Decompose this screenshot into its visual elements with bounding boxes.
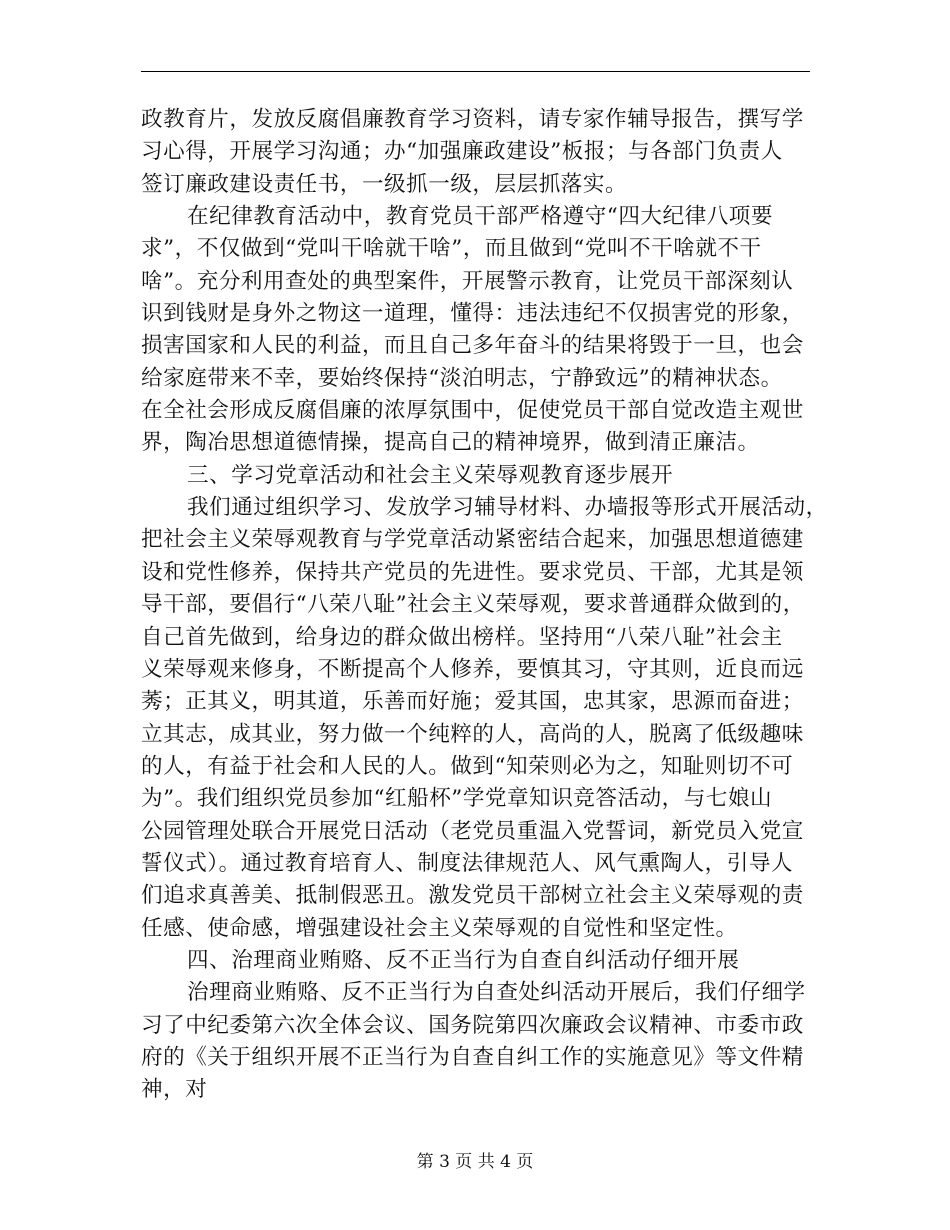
body-line: 识到钱财是身外之物这一道理，懂得：违法违纪不仅损害党的形象，	[141, 301, 804, 327]
body-line: 签订廉政建设责任书，一级抓一级，层层抓落实。	[141, 171, 628, 197]
body-line: 政教育片，发放反腐倡廉教育学习资料，请专家作辅导报告，撰写学	[141, 107, 804, 132]
body-line: 求”，不仅做到“党叫干啥就干啥”，而且做到“党叫不干啥就不干	[141, 236, 762, 262]
body-line: 在全社会形成反腐倡廉的浓厚氛围中，促使党员干部自觉改造主观世	[141, 398, 804, 424]
header-rule	[141, 71, 810, 72]
body-line: 啥”。充分利用查处的典型案件，开展警示教育，让党员干部深刻认	[141, 268, 794, 294]
section-heading: 四、治理商业贿赂、反不正当行为自查自纠活动仔细开展	[187, 947, 740, 973]
body-line: 的人，有益于社会和人民的人。做到“知荣则必为之，知耻则切不可	[141, 753, 794, 779]
body-line: 立其志，成其业，努力做一个纯粹的人，高尚的人，脱离了低级趣味	[141, 721, 804, 747]
paragraph-start: 我们通过组织学习、发放学习辅导材料、办墙报等形式开展活动，	[187, 495, 828, 521]
body-line: 习心得，开展学习沟通；办“加强廉政建设”板报；与各部门负责人	[141, 139, 783, 165]
body-line: 把社会主义荣辱观教育与学党章活动紧密结合起来，加强思想道德建	[141, 527, 804, 553]
paragraph-start: 治理商业贿赂、反不正当行为自查处纠活动开展后，我们仔细学	[187, 980, 806, 1006]
body-line: 给家庭带来不幸，要始终保持“淡泊明志，宁静致远”的精神状态。	[141, 365, 783, 391]
page-footer: 第 3 页 共 4 页	[416, 1152, 534, 1172]
body-line: 自己首先做到，给身边的群众做出榜样。坚持用“八荣八耻”社会主	[141, 624, 783, 650]
body-line: 设和党性修养，保持共产党员的先进性。要求党员、干部，尤其是领	[141, 559, 804, 585]
paragraph-start: 在纪律教育活动中，教育党员干部严格遵守“四大纪律八项要	[187, 204, 773, 230]
body-line: 们追求真善美、抵制假恶丑。激发党员干部树立社会主义荣辱观的责	[141, 883, 804, 909]
body-line: 莠；正其义，明其道，乐善而好施；爱其国，忠其家，思源而奋进；	[141, 689, 804, 715]
document-body	[141, 104, 828, 1107]
body-line: 导干部，要倡行“八荣八耻”社会主义荣辱观，要求普通群众做到的，	[141, 592, 805, 618]
body-line: 誓仪式）。通过教育培育人、制度法律规范人、风气熏陶人，引导人	[141, 850, 794, 876]
body-line: 习了中纪委第六次全体会议、国务院第四次廉政会议精神、市委市政	[141, 1012, 804, 1038]
body-line: 义荣辱观来修身，不断提高个人修养，要慎其习，守其则，近良而远	[141, 656, 804, 682]
body-line: 任感、使命感，增强建设社会主义荣辱观的自觉性和坚定性。	[141, 915, 738, 941]
body-line: 公园管理处联合开展党日活动（老党员重温入党誓词，新党员入党宣	[141, 818, 804, 844]
section-heading: 三、学习党章活动和社会主义荣辱观教育逐步展开	[187, 462, 674, 488]
body-line: 神，对	[141, 1077, 208, 1103]
body-line: 府的《关于组织开展不正当行为自查自纠工作的实施意见》等文件精	[141, 1044, 804, 1070]
body-line: 为”。我们组织党员参加“红船杯”学党章知识竞答活动，与七娘山	[141, 786, 773, 812]
body-line: 损害国家和人民的利益，而且自己多年奋斗的结果将毁于一旦，也会	[141, 333, 804, 359]
body-line: 界，陶冶思想道德情操，提高自己的精神境界，做到清正廉洁。	[141, 430, 760, 456]
